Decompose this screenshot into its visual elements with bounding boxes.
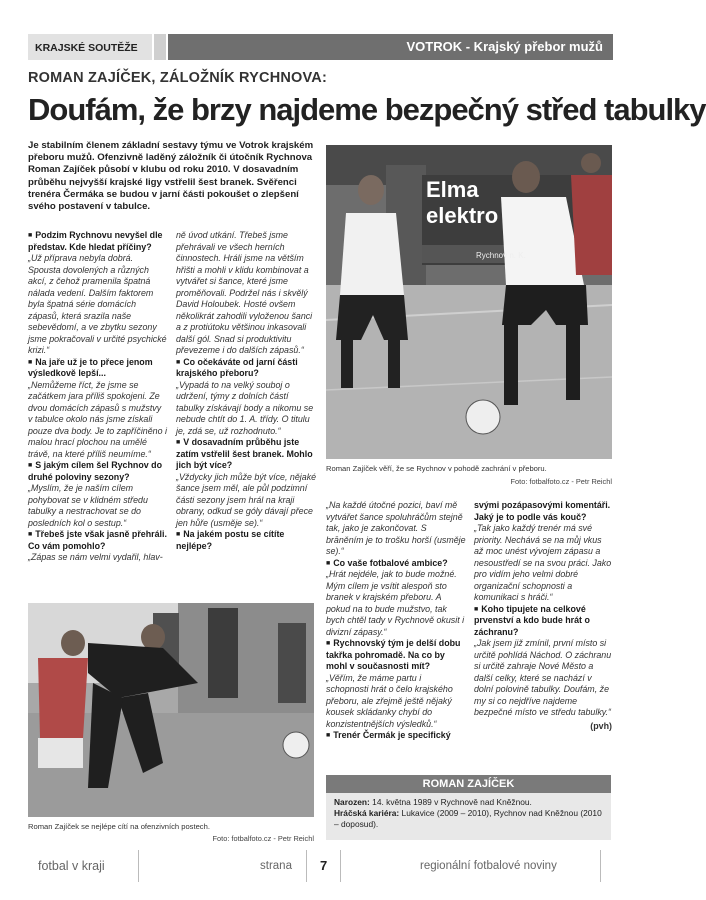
interview-answer: „Věřím, že máme partu i schopnosti hrát o čelo krajského přeboru, ale zřejmě ještě nějaký kousek skládanky chybí do konzistentnějších výsledků.“	[326, 672, 453, 729]
interview-question: ■ Co vaše fotbalové ambice?	[326, 558, 466, 570]
interview-question: svými pozápasovými komentáři. Jaký je to podle vás kouč?	[474, 500, 611, 522]
photo-bottom-image	[28, 603, 314, 817]
header-divider	[154, 34, 166, 60]
interview-question: ■ V dosavadním průběhu jste zatím vstřelil šest branek. Mohlo jich být více?	[176, 437, 318, 472]
interview-answer: „Na každé útočné pozici, baví mě vytvářet šance spoluhráčům stejně tak, jako je zakončovat. S brāněním je to trošku horší (usměje se).“	[326, 500, 466, 556]
interview-answer: „Vypadá to na velký souboj o udržení, týmy z dolních částí tabulky získávají body a nikomu se nebude chtít do 1. A. třídy. O titulu je, zdá se, už rozhodnuto.“	[176, 379, 314, 436]
photo-top-image	[326, 145, 612, 459]
interview-question: ■ Třebeš jste však jasně přehráli. Co vám pomohlo?	[28, 529, 168, 552]
interview-question: ■ Co očekáváte od jarní části krajského přeboru?	[176, 357, 318, 380]
photo-bottom-credit: Foto: fotbalfoto.cz - Petr Reichl	[212, 834, 314, 843]
header-bar	[28, 34, 613, 60]
section-label: KRAJSKÉ SOUTĚŽE	[28, 34, 152, 60]
author-signature: (pvh)	[590, 720, 612, 731]
banner-text-3: Rychnov n. K.	[476, 251, 526, 260]
footer-publication: fotbal v kraji	[38, 859, 105, 873]
infobox-body	[326, 793, 611, 834]
banner-text-1: Elma	[426, 177, 479, 202]
infobox-title: ROMAN ZAJÍČEK	[326, 775, 611, 793]
footer-divider	[600, 850, 601, 882]
photo-top-credit: Foto: fotbalfoto.cz - Petr Reichl	[510, 477, 612, 486]
interview-answer: „Zápas se nám velmi vydařil, hlav-	[28, 552, 163, 562]
interview-question: ■ Na jaře už je to přece jenom výsledkově lepší...	[28, 357, 168, 380]
photo-top	[326, 145, 612, 459]
interview-answer: „Jak jsem již zmínil, první místo si určitě pohlídá Náchod. O záchranu si určitě zahraje Nové Město a další celky, které se nachází v dolní polovině tabulky. Doufám, že my si co nejdříve najdeme bezpečné místo ve středu tabulky.“	[474, 638, 612, 717]
interview-answer: „Už příprava nebyla dobrá. Spousta dovolených a různých akcí, z čehož pramenila špatná nálada vedení. Dalším faktorem byla špatná série domácích zápasů, která srazila naše sebevědomí, a ve zbytku sezony jsme pokračovali v určité psychické krizi.“	[28, 253, 167, 355]
footer-page-number: 7	[320, 858, 328, 873]
interview-question: ■ Koho tipujete na celkové prvenství a kdo bude hrát o záchranu?	[474, 604, 612, 639]
footer-page-label: strana	[260, 860, 292, 872]
article-lead: Je stabilním členem základní sestavy týmu ve Votrok krajském přeboru mužů. Ofenzivně laděný záložník či útočník Rychnova Roman Zajíček působí v klubu od roku 2010. V dosavadním průběhu nejvyšší krajské ligy vstřelil šest branek. Svěřenci trenéra Čermáka se budou v jarní části pokoušet o zlepšení svého postavení v tabulce.	[28, 140, 314, 213]
footer-tagline: regionální fotbalové noviny	[420, 860, 557, 872]
born-value: 14. května 1989 v Rychnově nad Kněžnou.	[372, 797, 532, 807]
interview-answer: ně úvod utkání. Třebeš jsme přehrávali ve všech herních činnostech. Hráli jsme na větším hřišti a mohli v klidu kombinovat a vytvářet si šance, které jsme proměňovali. Podržel nás i skvělý David Holoubek. Hosté ovšem několikrát zahodili vyloženou šanci a z protiútoku většinou inkasovali další gól. Snad si produktivitu převezeme i do dalších zápasů.“	[176, 230, 313, 355]
interview-question: ■ S jakým cílem šel Rychnov do druhé poloviny sezony?	[28, 460, 168, 483]
born-label: Narozen:	[334, 797, 370, 807]
footer-divider	[340, 850, 341, 882]
interview-question: ■ Podzim Rychnovu nevyšel dle představ. Kde hledat příčiny?	[28, 230, 168, 253]
article-title: Doufám, že brzy najdeme bezpečný střed tabulky	[28, 92, 706, 127]
player-infobox	[326, 775, 611, 840]
text-column-3	[326, 500, 466, 742]
article-kicker: ROMAN ZAJÍČEK, ZÁLOŽNÍK RYCHNOVA:	[28, 70, 328, 86]
interview-question: ■ Na jakém postu se cítíte nejlépe?	[176, 529, 318, 552]
interview-answer: „Vždycky jich může být více, nějaké šance jsem měl, ale půl podzimní části sezony jsem hrál na kraji obrany, odkud se góly dávají přece jen hůře (usměje se).“	[176, 471, 317, 528]
competition-title: VOTROK - Krajský přebor mužů	[168, 34, 613, 60]
page-footer	[0, 850, 629, 890]
photo-bottom	[28, 603, 314, 817]
photo-bottom-caption: Roman Zajíček se nejlépe cítí na ofenzivních postech.	[28, 822, 210, 831]
career-label: Hráčská kariéra:	[334, 808, 400, 818]
text-column-2	[176, 230, 318, 552]
footer-divider	[138, 850, 139, 882]
banner-text-2: elektro	[426, 203, 499, 228]
interview-answer: „Myslím, že je naším cílem pohybovat se v klidném středu tabulky a nestrachovat se do posledních kol o sestup.“	[28, 483, 148, 528]
career-value: Lukavice (2009 – 2010), Rychnov nad Kněžnou (2010 – doposud).	[334, 808, 602, 829]
text-column-1	[28, 230, 168, 564]
interview-answer: „Hrát nejdéle, jak to bude možné. Mým cílem je vsítit alespoň sto branek v krajském přeboru. A pokud na to bude mužstvo, tak bych chtěl tady v Rychnově okusit i divizní zápasy.“	[326, 569, 465, 637]
interview-question: ■ Trenér Čermák je specifický	[326, 730, 466, 742]
interview-question: ■ Rychnovský tým je delší dobu takřka pohromadě. Na co by mohl v současnosti mít?	[326, 638, 466, 673]
interview-answer: „Nemůžeme říct, že jsme se začátkem jara příliš spokojeni. Ze dvou domácích zápasů s mužstvy v tabulce okolo nás jsme získali pouze dva body. Je to zapříčiněno i malou hrací plochou na umělé trávě, na které příliš neumíme.“	[28, 379, 167, 459]
interview-answer: „Tak jako každý trenér má své priority. Nechává se na můj vkus až moc unést vývojem zápasu a nesoustředí se na svou práci. Jako pro vidím jeho velmi dobré organizační schopnosti a komunikaci s hráči.“	[474, 523, 612, 602]
photo-top-caption: Roman Zajíček věří, že se Rychnov v pohodě zachrání v přeboru.	[326, 464, 547, 473]
footer-divider	[306, 850, 307, 882]
text-column-4	[474, 500, 612, 732]
